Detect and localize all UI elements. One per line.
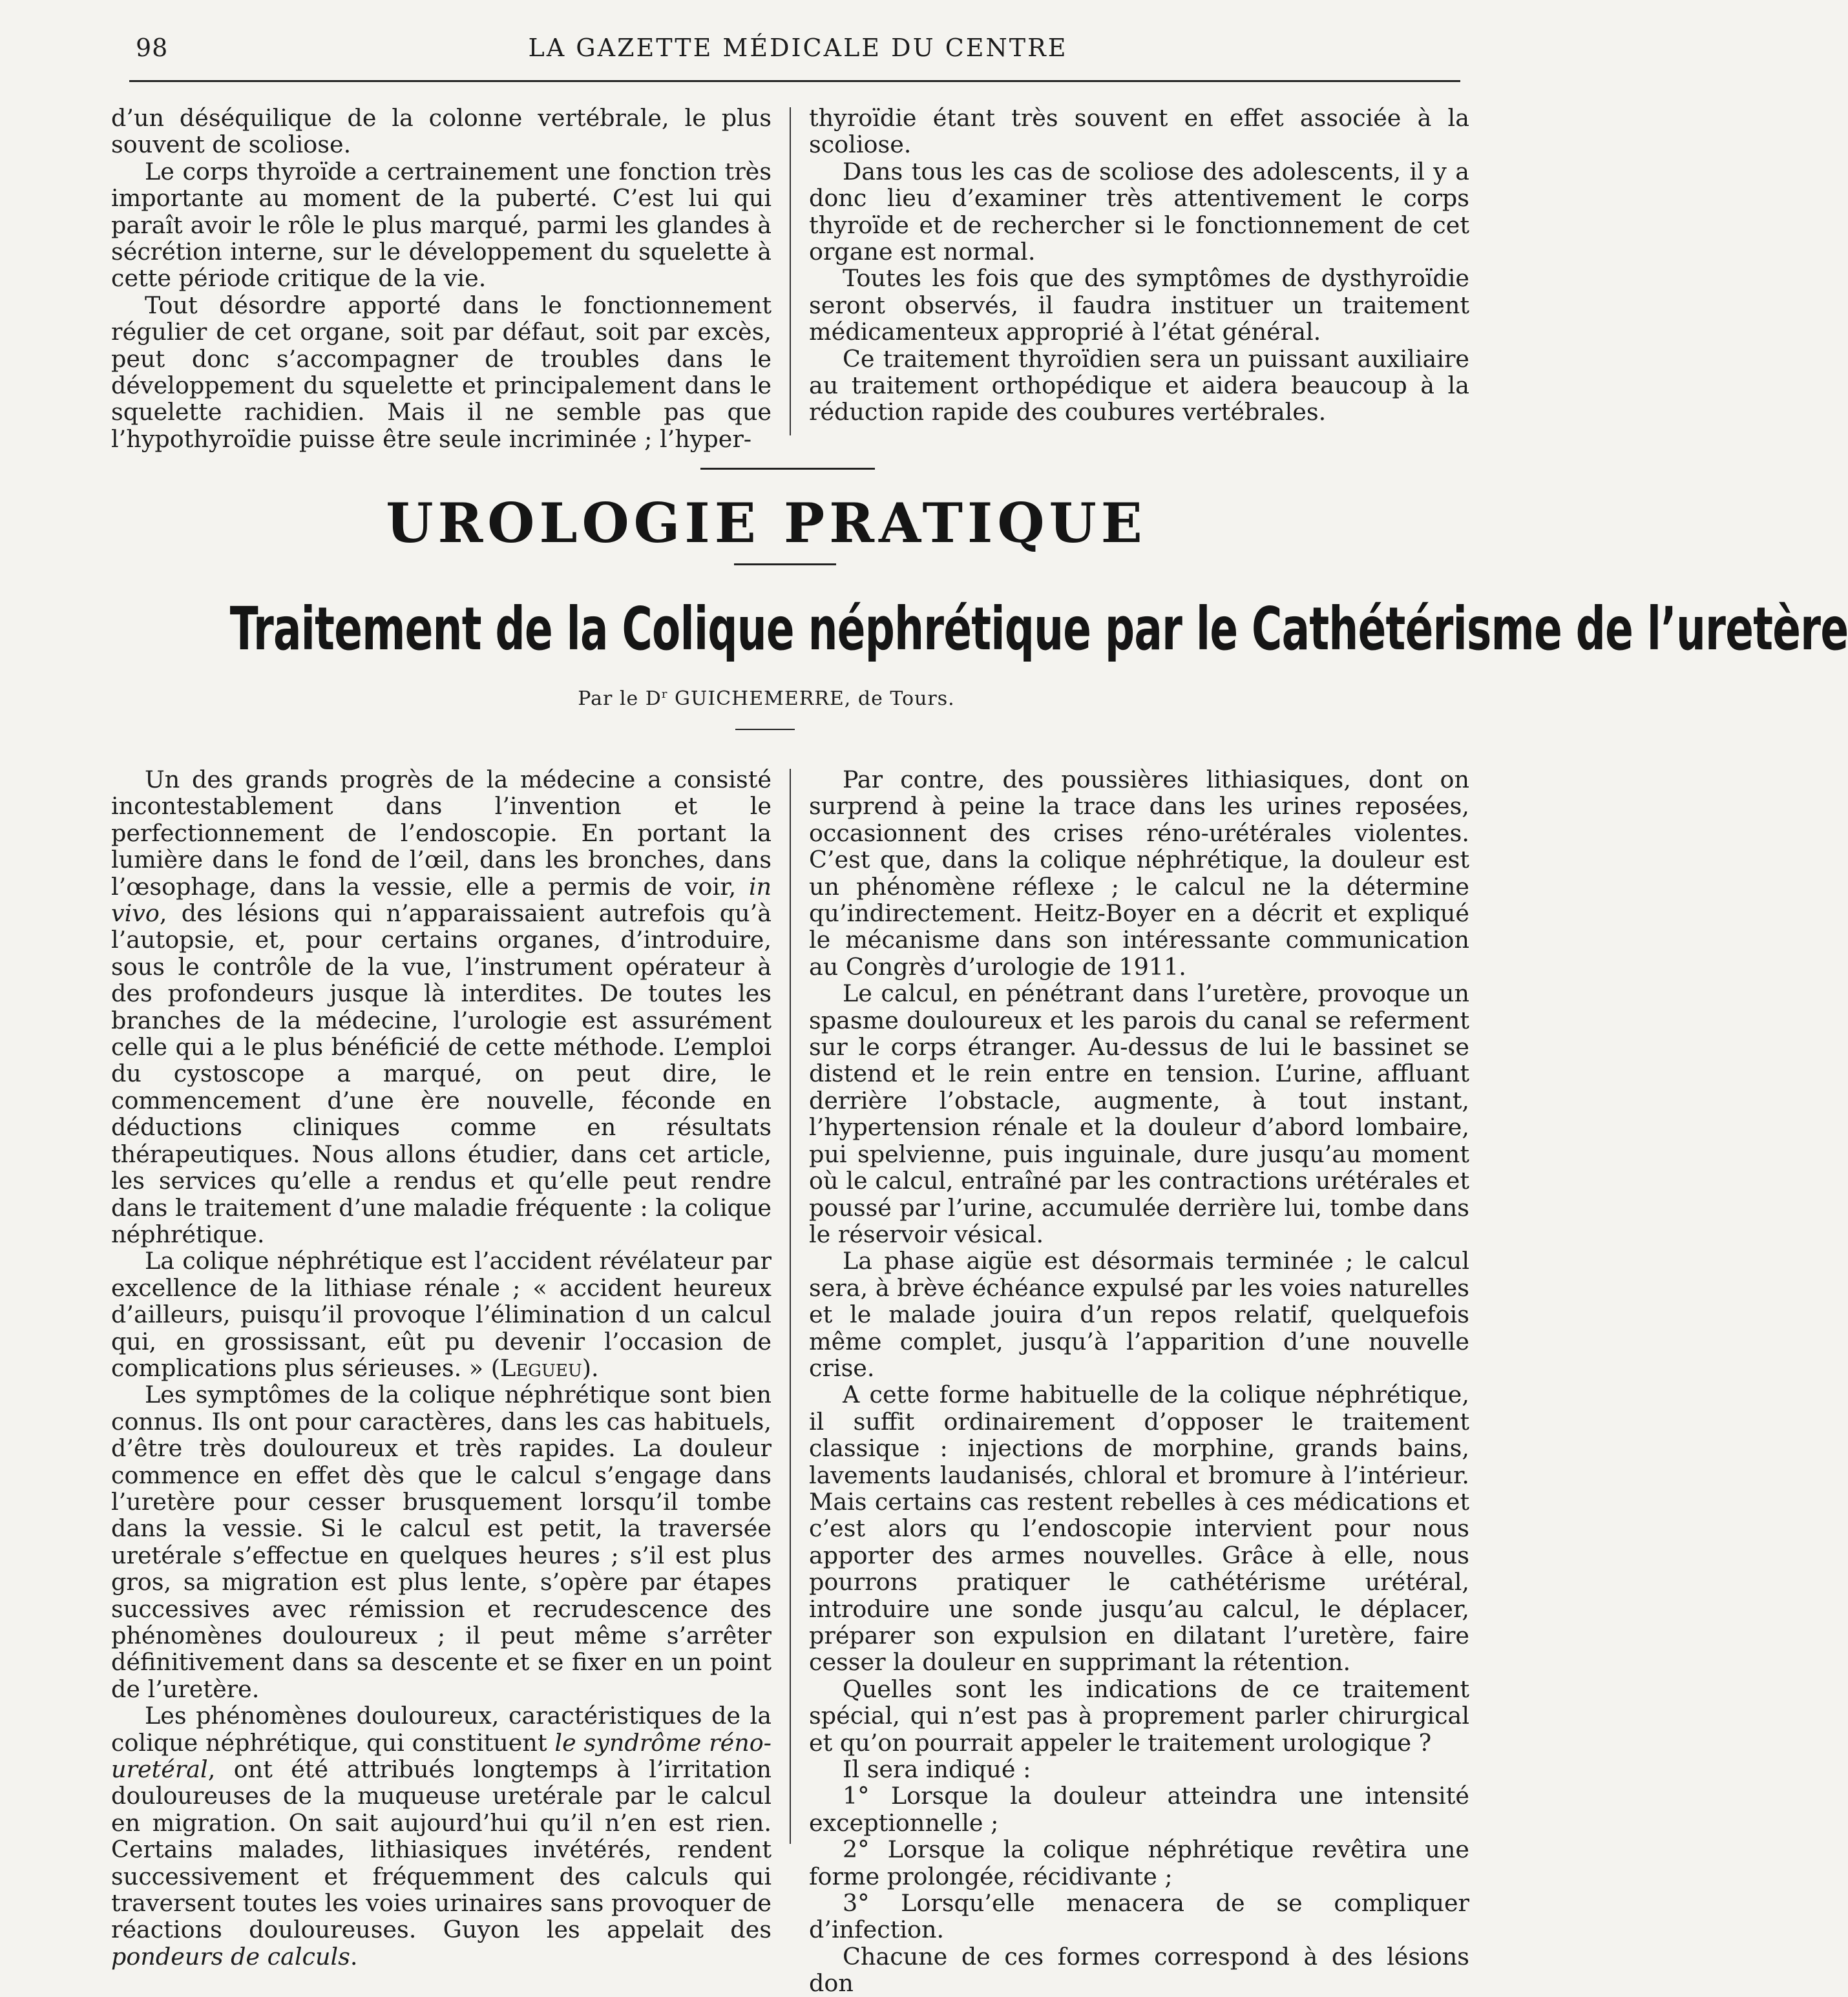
paragraph: La colique néphrétique est l’accident révélateur par excellence de la lithiase rénale ; « accident heureux d’ailleurs, puisqu’il provoque l’élimination d un calcul qui, en grossissant, eût pu devenir l’occasion de complications plus sérieuses. » (Legueu). (111, 1247, 772, 1382)
byline-rule (735, 729, 795, 730)
paragraph: Tout désordre apporté dans le fonctionnement régulier de cet organe, soit par défaut, soit par excès, peut donc s’accompagner de troubles dans le développement du squelette et principalement dans le squelette rachidien. Mais il ne semble pas que l’hypothyroïdie puisse être seule incriminée ; l’hyper- (111, 291, 772, 453)
paragraph: Un des grands progrès de la médecine a consisté incontestablement dans l’invention et le perfectionnement de l’endoscopie. En portant la lumière dans le fond de l’œil, dans les bronches, dans l’œsophage, dans la vessie, elle a permis de voir, in vivo, des lésions qui n’apparaissaient autrefois qu’à l’autopsie, et, pour certains organes, d’introduire, sous le contrôle de la vue, l’instrument opérateur à des profondeurs jusque là interdites. De toutes les branches de la médecine, l’urologie est assurément celle qui a le plus bénéficié de cette méthode. L’emploi du cystoscope a marqué, on peut dire, le commencement d’une ère nouvelle, féconde en déductions cliniques comme en résultats thérapeutiques. Nous allons étudier, dans cet article, les services qu’elle a rendus et qu’elle peut rendre dans le traitement d’une maladie fréquente : la colique néphrétique. (111, 766, 772, 1248)
paragraph: Quelles sont les indications de ce traitement spécial, qui n’est pas à proprement parler chirurgical et qu’on pourrait appeler le traitement urologique ? (809, 1675, 1469, 1757)
byline-superscript: r (661, 687, 668, 701)
byline (0, 687, 1533, 710)
running-head (136, 34, 1460, 72)
byline-prefix: Par le D (578, 687, 662, 710)
paragraph: Toutes les fois que des symptômes de dysthyroïdie seront observés, il faudra instituer un traitement médicamenteux approprié à l’état général. (809, 264, 1469, 346)
paragraph: Par contre, des poussières lithiasiques, dont on surprend à peine la trace dans les urines reposées, occasionnent des crises réno-urétérales violentes. C’est que, dans la colique néphrétique, la douleur est un phénomène réflexe ; le calcul ne la détermine qu’indirectement. Heitz-Boyer en a décrit et expliqué le mécanisme dans son intéressante communication au Congrès d’urologie de 1911. (809, 766, 1469, 981)
article-title: Traitement de la Colique néphrétique par le Cathétérisme de l’uretère (229, 594, 1848, 664)
paragraph: thyroïdie étant très souvent en effet associée à la scoliose. (809, 104, 1469, 159)
paragraph: Les phénomènes douloureux, caractéristiques de la colique néphrétique, qui constituent le syndrôme réno-uretéral, ont été attribués longtemps à l’irritation douloureuses de la muqueuse uretérale par le calcul en migration. On sait aujourd’hui qu’il n’en est rien. Certains malades, lithiasiques invétérés, rendent successivement et fréquemment des calculs qui traversent toutes les voies urinaires sans provoquer de réactions douloureuses. Guyon les appelait des pondeurs de calculs. (111, 1702, 772, 1971)
column-divider (790, 769, 791, 1844)
journal-title: LA GAZETTE MÉDICALE DU CENTRE (528, 34, 1068, 62)
paragraph: Il sera indiqué : (843, 1755, 1031, 1784)
cited-author: Legueu (499, 1354, 582, 1382)
article-right-column (809, 766, 1469, 1997)
paragraph: Les symptômes de la colique néphrétique sont bien connus. Ils ont pour caractères, dans les cas habituels, d’être très douloureux et très rapides. La douleur commence en effet dès que le calcul s’engage dans l’uretère pour cesser brusquement lorsqu’il tombe dans la vessie. Si le calcul est petit, la traversée uretérale s’effectue en quelques heures ; s’il est plus gros, sa migration est plus lente, s’opère par étapes successives avec rémission et recrudescence des phénomènes douloureux ; il peut même s’arrêter définitivement dans sa descente et se fixer en un point de l’uretère. (111, 1381, 772, 1703)
section-title: UROLOGIE PRATIQUE (386, 491, 1147, 555)
article-left-column (111, 766, 772, 1997)
list-item: 3° Lorsqu’elle menacera de se compliquer d’infection. (809, 1889, 1469, 1944)
list-item: 2° Lorsque la colique néphrétique revêtira une forme prolongée, récidivante ; (809, 1835, 1469, 1890)
list-item: 1° Lorsque la douleur atteindra une intensité exceptionnelle ; (809, 1782, 1469, 1837)
paragraph: Chacune de ces formes correspond à des lésions don (809, 1942, 1469, 1997)
section-rule (700, 468, 875, 470)
continuation-right-column (809, 105, 1469, 452)
paragraph: Dans tous les cas de scoliose des adolescents, il y a donc lieu d’examiner très attentivement le corps thyroïde et de rechercher si le fonctionnement de cet organe est normal. (809, 157, 1469, 266)
page-number: 98 (136, 34, 169, 62)
paragraph: d’un déséquilique de la colonne vertébrale, le plus souvent de scoliose. (111, 104, 772, 159)
byline-author: GUICHEMERRE, de Tours. (667, 687, 955, 710)
paragraph: A cette forme habituelle de la colique néphrétique, il suffit ordinairement d’opposer le traitement classique : injections de morphine, grands bains, lavements laudanisés, chloral et bromure à l’intérieur. Mais certains cas restent rebelles à ces médications et c’est alors qu l’endoscopie intervient pour nous apporter des armes nouvelles. Grâce à elle, nous pourrons pratiquer le cathétérisme urétéral, introduire une sonde jusqu’au calcul, le déplacer, préparer son expulsion en dilatant l’uretère, faire cesser la douleur en supprimant la rétention. (809, 1381, 1469, 1677)
header-rule (129, 80, 1460, 82)
column-divider (790, 107, 791, 435)
title-rule (734, 563, 836, 565)
paragraph: Ce traitement thyroïdien sera un puissant auxiliaire au traitement orthopédique et aidera beaucoup à la réduction rapide des coubures vertébrales. (809, 344, 1469, 426)
continuation-left-column (111, 105, 772, 452)
paragraph: Le calcul, en pénétrant dans l’uretère, provoque un spasme douloureux et les parois du canal se referment sur le corps étranger. Au-dessus de lui le bassinet se distend et le rein entre en tension. L’urine, affluant derrière l’obstacle, augmente, à tout instant, l’hypertension rénale et la douleur d’abord lombaire, pui spelvienne, puis inguinale, dure jusqu’au moment où le calcul, entraîné par les contractions urétérales et poussé par l’urine, accumulée derrière lui, tombe dans le réservoir vésical. (809, 979, 1469, 1248)
paragraph: Le corps thyroïde a certrainement une fonction très importante au moment de la puberté. C’est lui qui paraît avoir le rôle le plus marqué, parmi les glandes à sécrétion interne, sur le développement du squelette à cette période critique de la vie. (111, 157, 772, 293)
paragraph: La phase aigüe est désormais terminée ; le calcul sera, à brève échéance expulsé par les voies naturelles et le malade jouira d’un repos relatif, quelquefois même complet, jusqu’à l’apparition d’une nouvelle crise. (809, 1247, 1469, 1382)
